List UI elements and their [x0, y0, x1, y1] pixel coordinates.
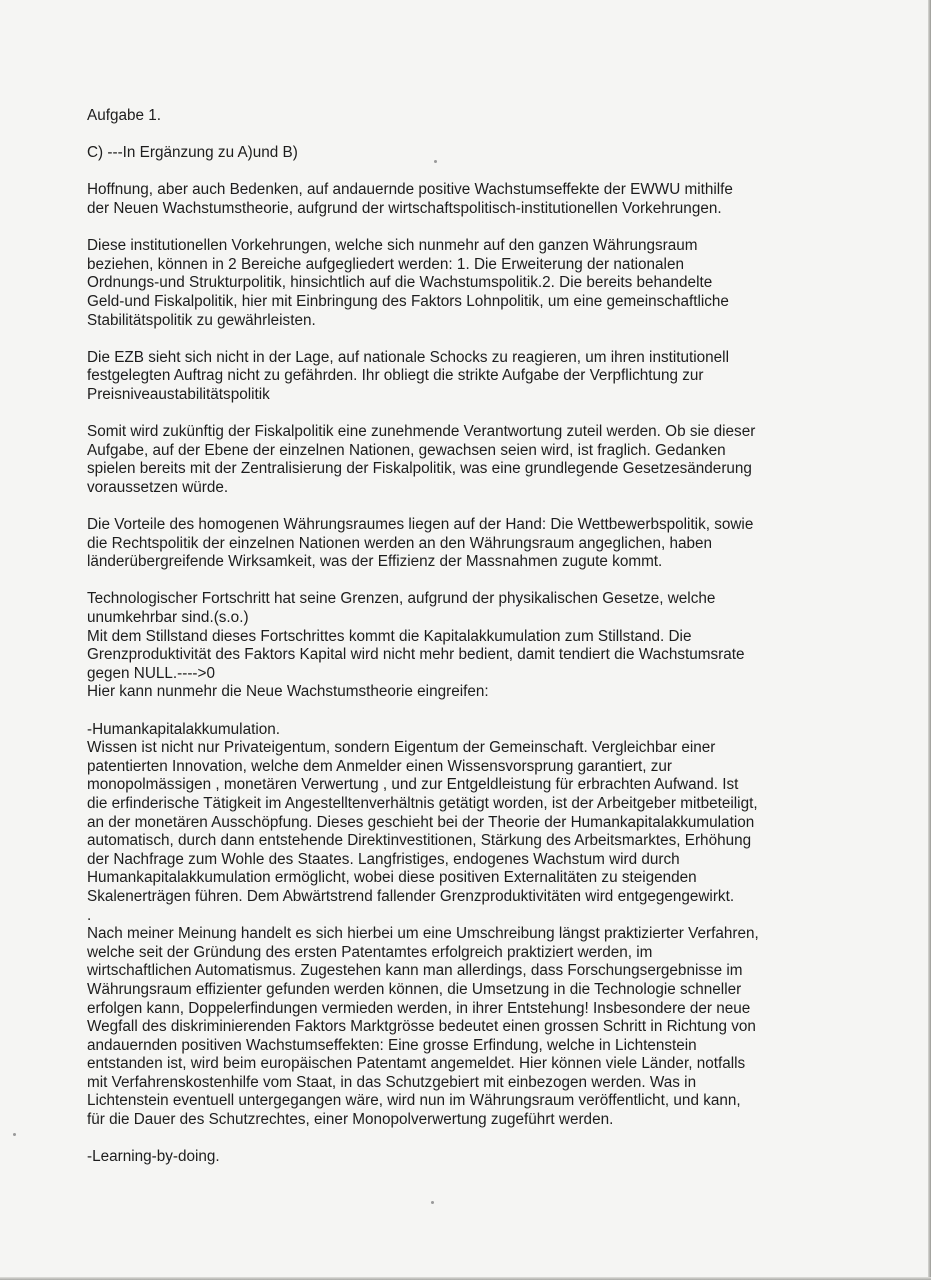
- spacer: [87, 497, 822, 516]
- paragraph-technologischer-fortschritt: Technologischer Fortschritt hat seine Grenzen, aufgrund der physikalischen Gesetze, welche unumkehrbar sind.(s.o.) Mit dem Stillstand dieses Fortschrittes kommt die Kapitalakkumulation zum Stillstand. Die Grenzproduktivität des Faktors Kapital wird nicht mehr bedient, damit tendiert die Wachstumsrate gegen NULL.---->0 Hier kann nunmehr die Neue Wachstumstheorie eingreifen:: [87, 590, 745, 701]
- paragraph-hoffnung: Hoffnung, aber auch Bedenken, auf andauernde positive Wachstumseffekte der EWWU mithilfe der Neuen Wachstumstheorie, aufgrund der wirtschaftspolitisch-institutionellen Vorkehrungen.: [87, 181, 733, 217]
- document-subheading: C) ---In Ergänzung zu A)und B): [87, 144, 298, 162]
- scan-speck: [431, 1201, 434, 1204]
- document-heading: Aufgabe 1.: [87, 107, 161, 124]
- paragraph-fiskalpolitik: Somit wird zukünftig der Fiskalpolitik eine zunehmende Verantwortung zuteil werden. Ob sie dieser Aufgabe, auf der Ebene der einzelnen Nationen, gewachsen seien wird, ist fraglich. Gedanken spielen bereits mit der Zentralisierung der Fiskalpolitik, was eine grundlegende Gesetzesänderung voraussetzen würde.: [87, 423, 756, 496]
- spacer: [87, 219, 822, 238]
- spacer: [87, 572, 822, 591]
- document-body: [87, 107, 822, 1167]
- spacer: [87, 330, 822, 349]
- spacer: [87, 1130, 822, 1149]
- paragraph-learning-by-doing: -Learning-by-doing.: [87, 1148, 220, 1166]
- spacer: [87, 163, 822, 182]
- spacer: [87, 702, 822, 721]
- paragraph-vorteile: Die Vorteile des homogenen Währungsraumes liegen auf der Hand: Die Wettbewerbspolitik, sowie die Rechtspolitik der einzelnen Nationen werden an den Währungsraum angeglichen, haben länderübergreifende Wirksamkeit, was der Effizienz der Massnahmen zugute kommt.: [87, 516, 754, 571]
- spacer: [87, 405, 822, 424]
- stray-mark: .: [87, 906, 92, 924]
- paragraph-institutionelle-vorkehrungen: Diese institutionellen Vorkehrungen, welche sich nunmehr auf den ganzen Währungsraum beziehen, können in 2 Bereiche aufgegliedert werden: 1. Die Erweiterung der nationalen Ordnungs-und Strukturpolitik, hinsichtlich auf die Wachstumspolitik.2. Die bereits behandelte Geld-und Fiskalpolitik, hier mit Einbringung des Faktors Lohnpolitik, um eine gemeinschaftliche Stabilitätspolitik zu gewährleisten.: [87, 237, 729, 329]
- paragraph-meinung: Nach meiner Meinung handelt es sich hierbei um eine Umschreibung längst praktizierter Verfahren, welche seit der Gründung des ersten Patentamtes erfolgreich praktiziert werden, im wirtschaftlichen Automatismus. Zugestehen kann man allerdings, dass Forschungsergebnisse im Währungsraum effizienter gefunden werden können, die Umsetzung in die Technologie schneller erfolgen kann, Doppelerfindungen vermieden werden, in ihrer Entstehung! Insbesondere der neue Wegfall des diskriminierenden Faktors Marktgrösse bedeutet einen grossen Schritt in Richtung von andauernden positiven Wachstumseffekten: Eine grosse Erfindung, welche in Lichtenstein entstanden ist, wird beim europäischen Patentamt angemeldet. Hier können viele Länder, notfalls mit Verfahrenskostenhilfe vom Staat, in das Schutzgebiert mit einbezogen werden. Was in Lichtenstein eventuell untergegangen wäre, wird nun im Währungsraum veröffentlicht, und kann, für die Dauer des Schutzrechtes, einer Monopolverwertung zugeführt werden.: [87, 925, 759, 1129]
- paragraph-ezb: Die EZB sieht sich nicht in der Lage, auf nationale Schocks zu reagieren, um ihren institutionell festgelegten Auftrag nicht zu gefährden. Ihr obliegt die strikte Aufgabe der Verpflichtung zur Preisniveaustabilitätspolitik: [87, 348, 729, 403]
- spacer: [87, 126, 822, 145]
- scan-speck: [13, 1133, 16, 1136]
- paragraph-humankapitalakkumulation: -Humankapitalakkumulation. Wissen ist nicht nur Privateigentum, sondern Eigentum der Gemeinschaft. Vergleichbar einer patentierten Innovation, welche dem Anmelder einen Wissensvorsprung garantiert, zur monopolmässigen , monetären Verwertung , und zur Entgeldleistung für erbrachten Aufwand. Ist die erfinderische Tätigkeit im Angestelltenverhältnis getätigt worden, ist der Arbeitgeber mitbeteiligt, an der monetären Ausschöpfung. Dieses geschieht bei der Theorie der Humankapitalakkumulation automatisch, durch dann entstehende Direktinvestitionen, Stärkung des Arbeitsmarktes, Erhöhung der Nachfrage zum Wohle des Staates. Langfristiges, endogenes Wachstum wird durch Humankapitalakkumulation ermöglicht, wobei diese positiven Externalitäten zu steigenden Skalenerträgen führen. Dem Abwärtstrend fallender Grenzproduktivitäten wird entgegengewirkt.: [87, 720, 758, 905]
